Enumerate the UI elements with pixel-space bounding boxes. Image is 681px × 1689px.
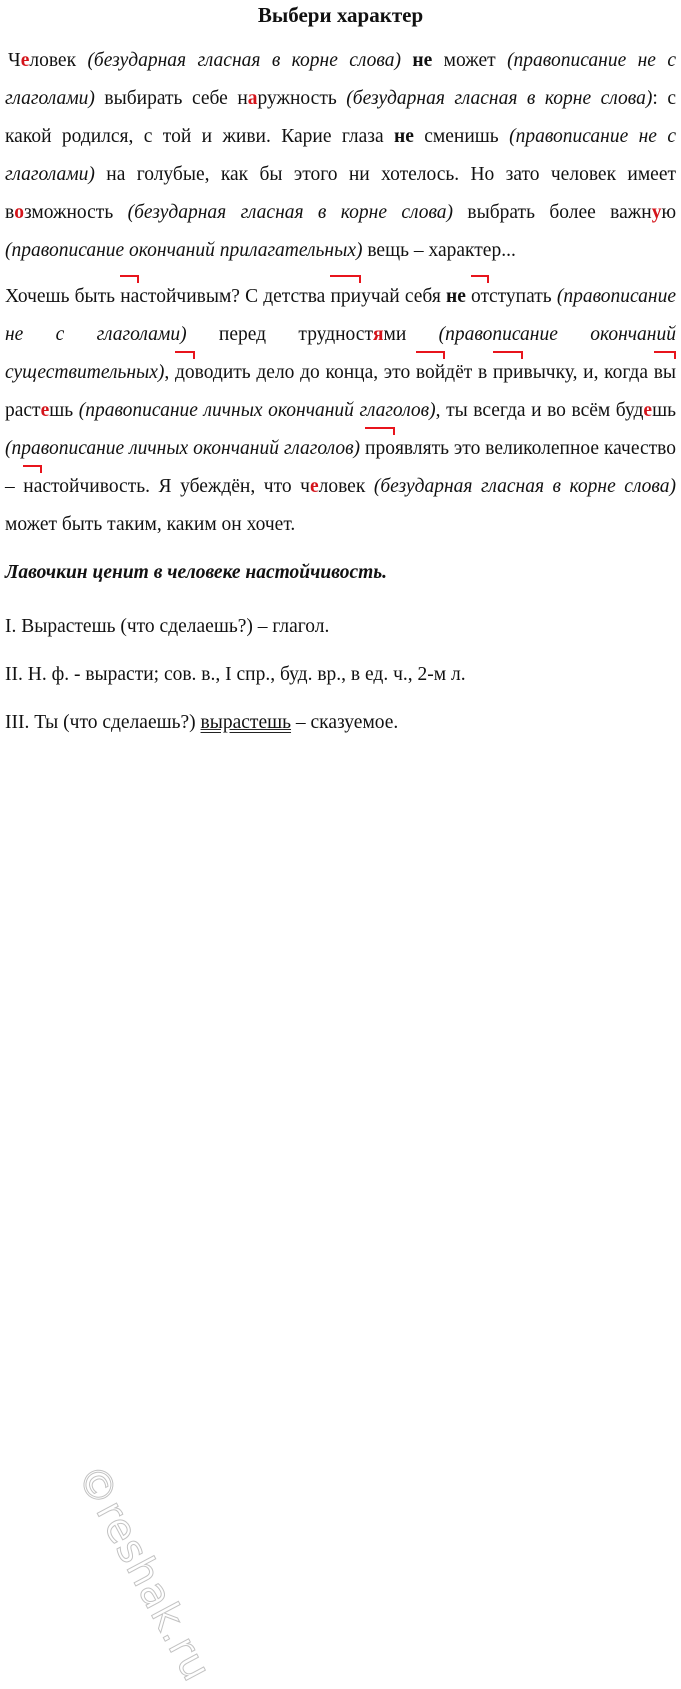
text: вычку, и, когда — [523, 362, 654, 383]
text: ступать — [489, 286, 557, 307]
text: ми — [383, 324, 439, 345]
rule-note: (правописание личных окончаний глаголов) — [78, 400, 436, 421]
text: на голубые, как бы этого ни хотелось. Но зато человек имеет в — [5, 164, 676, 223]
text: являть это великолепное качество – — [5, 438, 677, 497]
rule-note: (правописание не с глаголами) — [5, 50, 677, 109]
rule-note: (безударная гласная в корне слова) — [373, 476, 677, 497]
predicate-underlined: вырастешь — [200, 712, 292, 733]
analysis-line-3 — [5, 710, 676, 736]
prefix-marker: до — [175, 354, 195, 392]
text: может — [432, 50, 508, 71]
rule-note: (безударная гласная в корне слова) — [346, 88, 653, 109]
text: шь — [652, 400, 676, 421]
rule-note: (правописание не с глаголами) — [5, 286, 677, 345]
text: выбрать более важн — [453, 202, 652, 223]
highlight-letter: у — [651, 202, 662, 223]
prefix-marker: вой — [416, 354, 445, 392]
rule-note: (безударная гласная в корне слова) — [87, 50, 401, 71]
prefix-marker: про — [365, 430, 395, 468]
paragraph-1 — [5, 42, 676, 270]
text: ю — [661, 202, 677, 223]
page-title: Выбери характер — [257, 3, 424, 27]
highlight-letter: е — [309, 476, 319, 497]
highlight-letter: а — [247, 88, 258, 109]
text: – сказуемое. — [291, 712, 399, 733]
prefix-marker: на — [23, 468, 42, 506]
text — [401, 50, 412, 71]
highlight-letter: е — [40, 400, 50, 421]
text: стойчивость. Я убеждён, что ч — [42, 476, 310, 497]
rule-note: (безударная гласная в корне слова) — [127, 202, 454, 223]
prefix-marker: на — [120, 278, 139, 316]
text: перед трудност — [186, 324, 373, 345]
rule-note: (правописание личных окончаний глаголов) — [5, 438, 361, 459]
summary-sentence: Лавочкин ценит в человеке настойчивость. — [5, 562, 388, 583]
highlight-letter: е — [643, 400, 653, 421]
text: Хочешь быть — [5, 286, 121, 307]
text: , — [164, 362, 175, 383]
text: раст — [5, 400, 41, 421]
text: ловек — [29, 50, 88, 71]
highlight-letter: е — [20, 50, 30, 71]
text: ружность — [257, 88, 347, 109]
text: ловек — [318, 476, 374, 497]
analysis-line-2: II. Н. ф. - вырасти; сов. в., I спр., буд. вр., в ед. ч., 2-м л. — [5, 664, 466, 685]
rule-note: (правописание не с глаголами) — [5, 126, 676, 185]
paragraph-2 — [5, 278, 676, 544]
text: стойчивым? С детства — [139, 286, 331, 307]
text: выбирать себе н — [94, 88, 248, 109]
text: учай себя — [361, 286, 446, 307]
text: III. Ты (что сделаешь?) — [5, 712, 201, 733]
bold-particle: не — [412, 50, 433, 71]
text: сменишь — [413, 126, 510, 147]
highlight-letter: о — [14, 202, 24, 223]
text: дёт в — [445, 362, 493, 383]
rule-note: (правописание окончаний существительных) — [5, 324, 676, 383]
prefix-marker: при — [330, 278, 361, 316]
bold-particle: не — [445, 286, 466, 307]
analysis-line-1: I. Вырастешь (что сделаешь?) – глагол. — [5, 616, 330, 637]
text: может быть таким, каким он хочет. — [5, 514, 296, 535]
text: , ты всегда и во всём буд — [435, 400, 644, 421]
text: : с какой родился, с той и живи. Карие глаза — [5, 88, 676, 147]
bold-particle: не — [394, 126, 414, 147]
rule-note: (правописание окончаний прилагательных) — [5, 240, 363, 261]
prefix-marker: вы — [654, 354, 676, 392]
text: Ч — [8, 50, 21, 71]
text: шь — [49, 400, 79, 421]
watermark-text: ©reshak.ru — [67, 1457, 220, 1689]
prefix-marker: от — [471, 278, 489, 316]
highlight-letter: я — [372, 324, 384, 345]
text: вещь – характер... — [362, 240, 516, 261]
text: зможность — [23, 202, 128, 223]
prefix-marker: при — [493, 354, 524, 392]
text: водить дело до конца, это — [194, 362, 416, 383]
document-page — [5, 0, 676, 736]
